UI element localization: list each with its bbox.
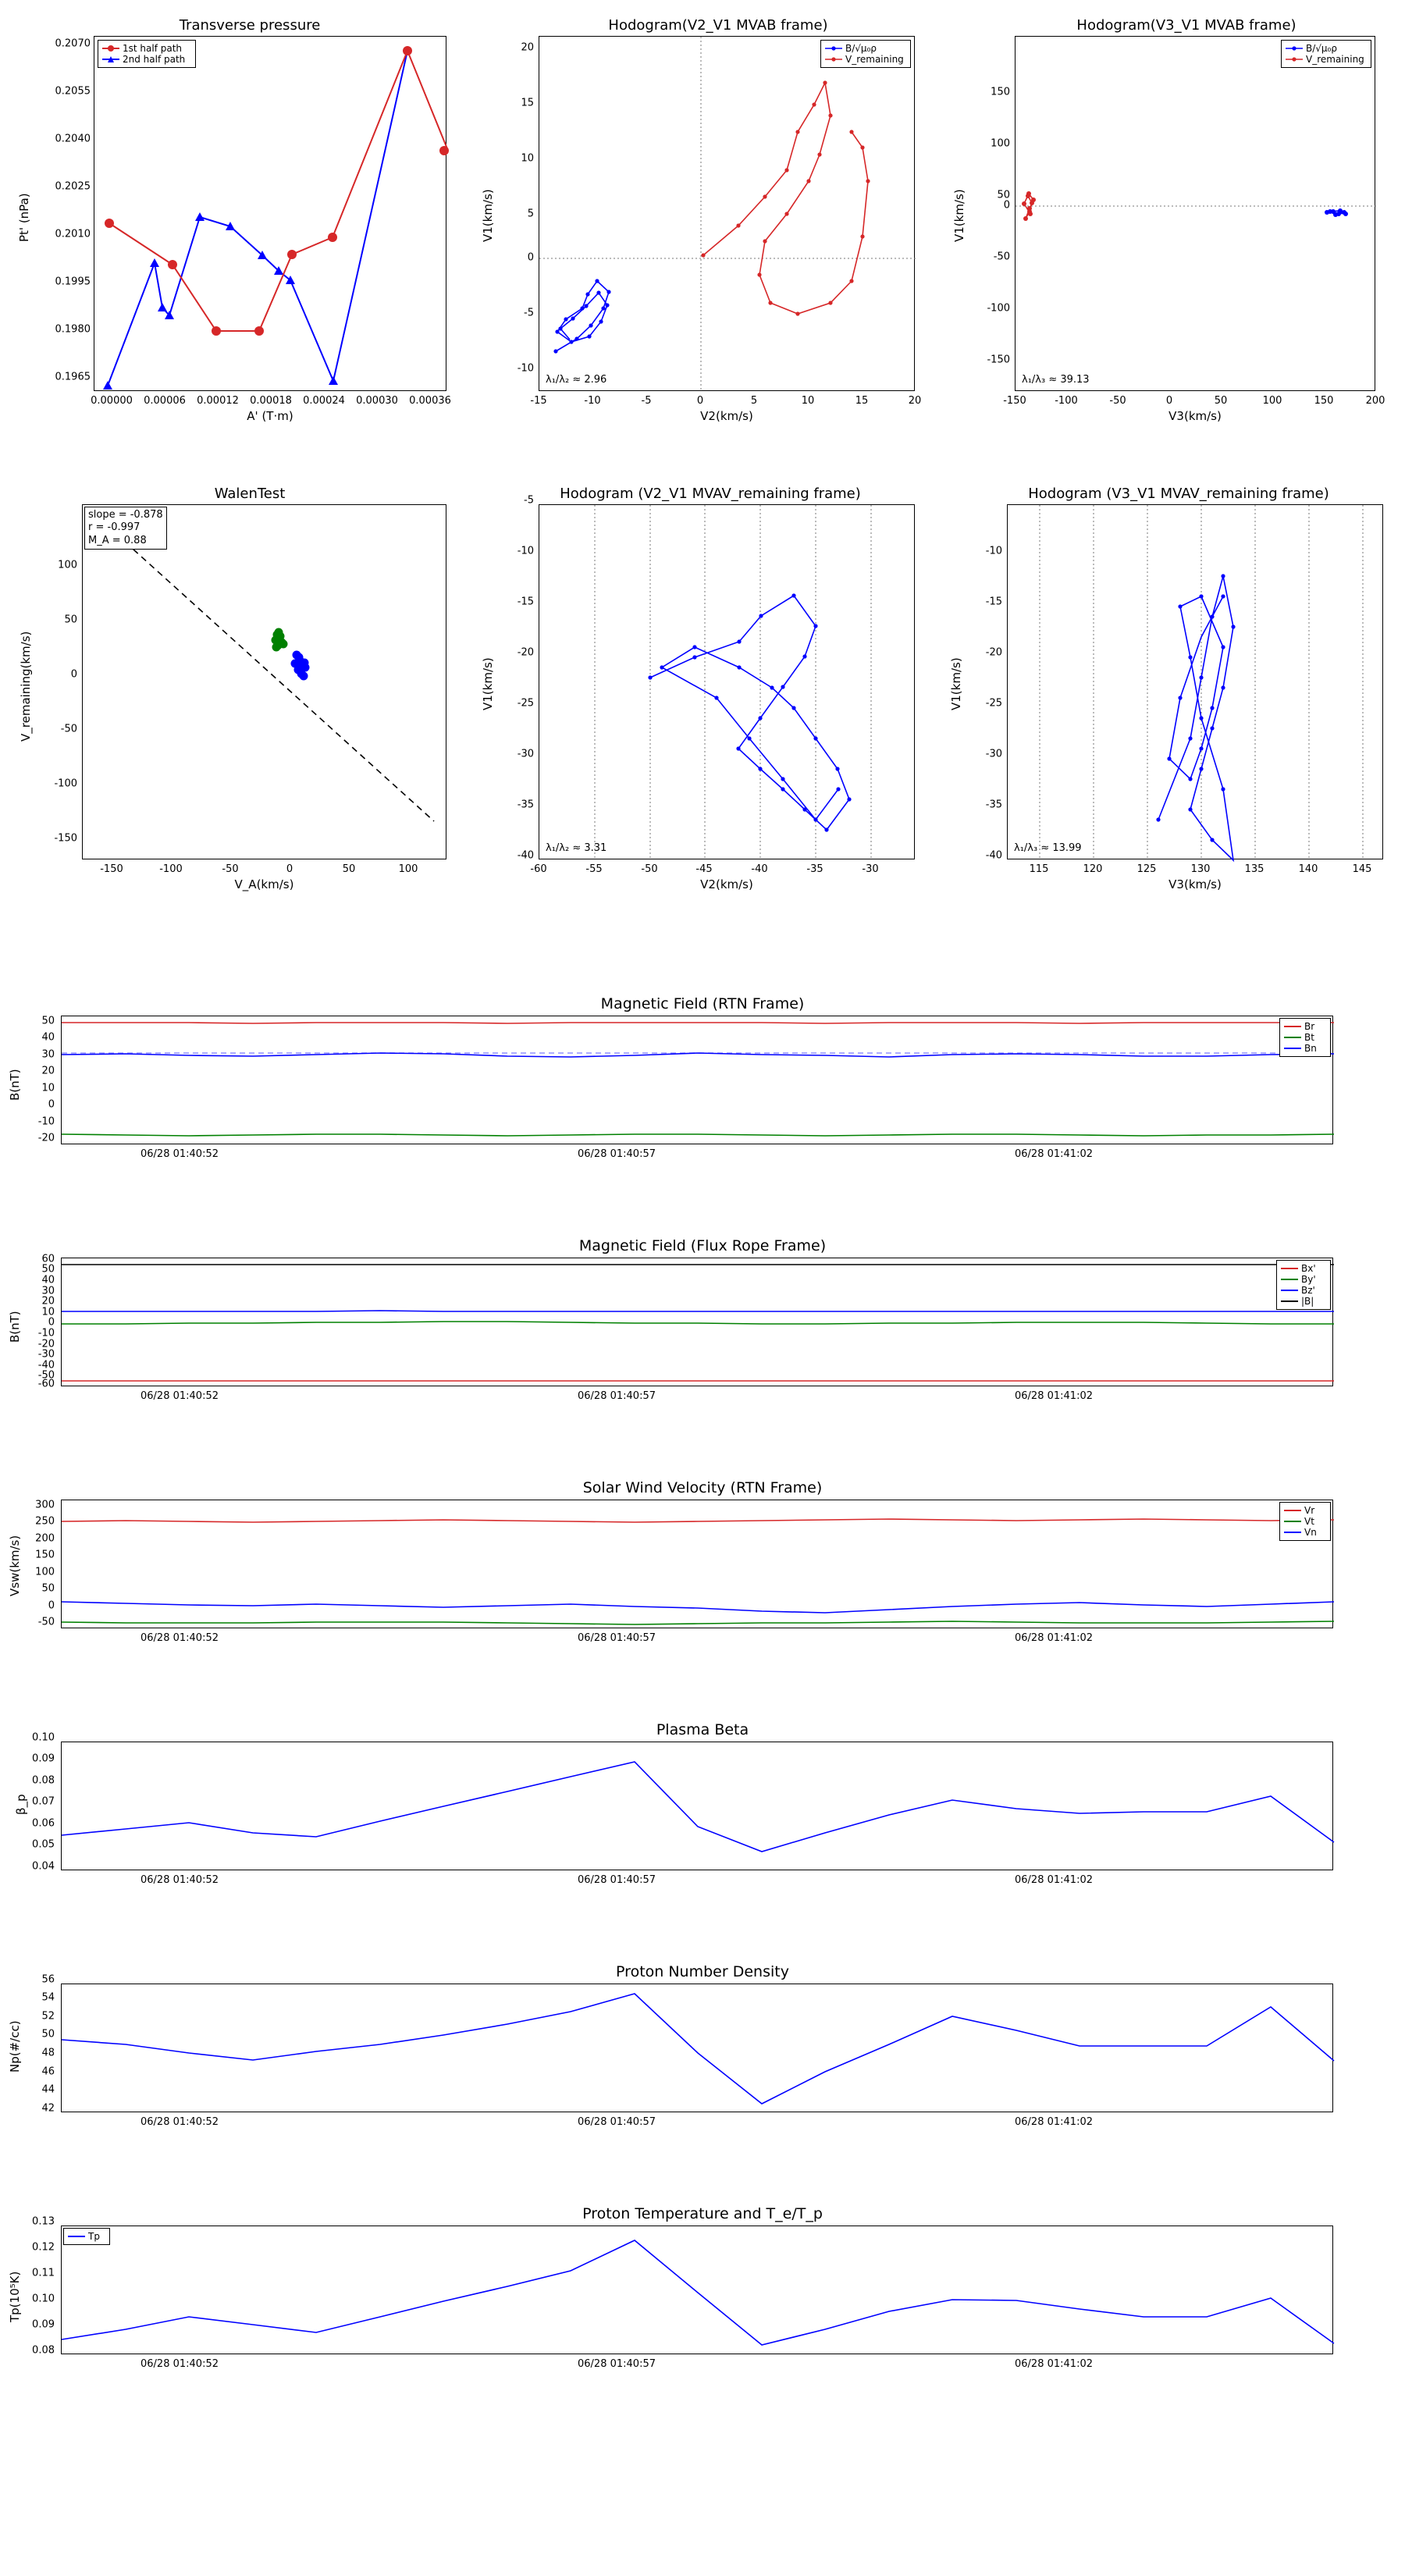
x-tick: -50 — [1109, 395, 1126, 407]
panel-title: Magnetic Field (RTN Frame) — [600, 995, 805, 1012]
y-tick: -60 — [37, 1378, 55, 1390]
legend-swatch — [1284, 1026, 1301, 1027]
ts-lines — [62, 1016, 1334, 1145]
legend-label: Br — [1304, 1021, 1315, 1032]
y-tick: -50 — [60, 723, 77, 735]
y-tick: 0.2025 — [55, 180, 91, 193]
x-tick: -150 — [1003, 395, 1026, 407]
legend-swatch — [1284, 1521, 1301, 1522]
x-axis-label: V2(km/s) — [700, 877, 753, 891]
y-tick: 0.12 — [32, 2241, 55, 2254]
panel-title: Hodogram (V3_V1 MVAV_remaining frame) — [1028, 486, 1329, 502]
y-tick: 60 — [41, 1253, 55, 1265]
x-tick: 06/28 01:40:57 — [578, 2358, 656, 2370]
x-tick: 10 — [801, 395, 815, 407]
x-tick: -50 — [641, 863, 658, 875]
y-axis-label: Pt' (nPa) — [17, 193, 31, 242]
hodogram-lines — [539, 505, 916, 860]
y-tick: 50 — [41, 1263, 55, 1276]
y-tick: 30 — [41, 1048, 55, 1061]
y-tick: 0 — [70, 668, 77, 681]
y-tick: 0 — [48, 1098, 55, 1111]
y-tick: -150 — [987, 354, 1010, 366]
y-tick: 0.2055 — [55, 85, 91, 98]
legend-swatch — [1284, 1037, 1301, 1038]
y-tick: -20 — [37, 1132, 55, 1144]
x-tick: 0.00012 — [197, 395, 239, 407]
x-axis-label: A' (T·m) — [247, 409, 293, 423]
correlation-value: r = -0.997 — [88, 521, 140, 534]
x-tick: 0.00024 — [303, 395, 345, 407]
x-tick: 135 — [1244, 863, 1264, 875]
legend-item — [1281, 1296, 1326, 1307]
y-tick: -20 — [517, 646, 534, 659]
legend-item — [102, 54, 191, 65]
panel-title: Transverse pressure — [179, 17, 321, 34]
y-tick: 42 — [41, 2102, 55, 2115]
y-tick: -5 — [524, 494, 534, 507]
y-tick: 0.1980 — [55, 323, 91, 336]
x-tick: -40 — [751, 863, 768, 875]
y-tick: 0.2070 — [55, 37, 91, 50]
plot-area — [61, 1984, 1333, 2112]
eigenvalue-ratio-annotation: λ₁/λ₃ ≈ 39.13 — [1022, 374, 1090, 386]
panel-title: Hodogram (V2_V1 MVAV_remaining frame) — [560, 486, 861, 502]
y-tick: 20 — [521, 41, 534, 54]
y-tick: 0.11 — [32, 2267, 55, 2279]
y-tick: 20 — [41, 1065, 55, 1077]
walen-scatter — [83, 505, 447, 860]
legend-label: B/√μ₀ρ — [845, 43, 877, 54]
panel-proton-temperature — [0, 2190, 1405, 2389]
x-tick: -50 — [222, 863, 239, 875]
y-axis-label: B(nT) — [8, 1311, 22, 1343]
x-tick: 06/28 01:40:57 — [578, 1874, 656, 1886]
ts-lines — [62, 1984, 1334, 2113]
y-tick: -35 — [985, 799, 1002, 811]
x-tick: -60 — [530, 863, 547, 875]
y-tick: 0.08 — [32, 1774, 55, 1787]
x-tick: 0.00006 — [144, 395, 186, 407]
y-tick: -25 — [985, 697, 1002, 710]
plot-area — [1015, 36, 1375, 391]
legend-label: Bx' — [1301, 1263, 1316, 1274]
y-tick: 0.04 — [32, 1860, 55, 1873]
y-axis-label: V1(km/s) — [952, 189, 966, 242]
y-tick: 0.09 — [32, 1752, 55, 1765]
x-tick: -5 — [641, 395, 652, 407]
plot-area — [61, 1500, 1333, 1628]
legend — [1276, 1260, 1331, 1310]
legend-label: Bt — [1304, 1032, 1314, 1043]
y-tick: -10 — [37, 1327, 55, 1340]
legend — [98, 40, 196, 68]
legend-marker-circle — [102, 44, 119, 52]
panel-proton-number-density — [0, 1948, 1405, 2147]
x-tick: -45 — [695, 863, 713, 875]
legend-label: V_remaining — [845, 54, 904, 65]
y-tick: 0.10 — [32, 1731, 55, 1744]
legend-item — [1284, 1527, 1326, 1538]
x-tick: -150 — [100, 863, 123, 875]
legend-item — [1286, 54, 1367, 65]
legend-swatch — [1281, 1268, 1298, 1269]
legend-label: Vt — [1304, 1516, 1314, 1527]
x-tick: 0.00000 — [91, 395, 133, 407]
y-tick: -20 — [37, 1338, 55, 1350]
x-tick: -100 — [1055, 395, 1078, 407]
x-axis-label: V2(km/s) — [700, 409, 753, 423]
y-tick: 44 — [41, 2083, 55, 2096]
alfven-mach-value: M_A = 0.88 — [88, 534, 147, 546]
panel-hodogram-v3v1-mvab — [937, 0, 1405, 437]
legend-swatch — [1284, 1532, 1301, 1533]
plot-area — [1007, 504, 1383, 859]
y-tick: 20 — [41, 1295, 55, 1308]
y-tick: 40 — [41, 1031, 55, 1044]
x-tick: -10 — [584, 395, 601, 407]
x-tick: 0 — [1165, 395, 1173, 407]
ts-lines — [62, 1742, 1334, 1871]
y-tick: 0.2010 — [55, 228, 91, 240]
panel-solar-wind-velocity — [0, 1464, 1405, 1663]
x-tick: 115 — [1029, 863, 1049, 875]
legend-item — [1284, 1516, 1326, 1527]
plot-area — [539, 36, 915, 391]
x-tick: 15 — [855, 395, 869, 407]
y-tick: -40 — [37, 1359, 55, 1372]
y-tick: -35 — [517, 799, 534, 811]
x-tick: 20 — [908, 395, 922, 407]
legend-item — [1284, 1505, 1326, 1516]
y-tick: -50 — [993, 251, 1010, 263]
x-tick: -100 — [159, 863, 183, 875]
y-tick: 0.06 — [32, 1817, 55, 1830]
panel-magnetic-field-flux-rope — [0, 1222, 1405, 1421]
y-tick: -30 — [517, 748, 534, 760]
y-axis-label: Tp(10⁵K) — [8, 2271, 22, 2322]
y-tick: -20 — [985, 646, 1002, 659]
panel-title: Hodogram(V3_V1 MVAB frame) — [1076, 17, 1297, 34]
y-axis-label: β_p — [14, 1794, 28, 1815]
legend-swatch — [1281, 1300, 1298, 1302]
legend-label: Vr — [1304, 1505, 1315, 1516]
x-tick: 06/28 01:40:52 — [140, 2116, 219, 2128]
transverse-pressure-lines — [94, 37, 447, 392]
legend-item — [1284, 1021, 1326, 1032]
y-tick: 0.10 — [32, 2293, 55, 2305]
x-tick: 130 — [1190, 863, 1211, 875]
y-tick: -100 — [54, 777, 77, 790]
x-tick: -55 — [585, 863, 603, 875]
legend-label: B/√μ₀ρ — [1306, 43, 1337, 54]
x-tick: 145 — [1352, 863, 1372, 875]
legend-item — [68, 2231, 105, 2242]
y-axis-label: V_remaining(km/s) — [19, 631, 33, 742]
legend-item — [1281, 1285, 1326, 1296]
legend — [820, 40, 911, 68]
y-axis-label: V1(km/s) — [481, 189, 495, 242]
y-tick: 10 — [521, 152, 534, 165]
x-axis-label: V3(km/s) — [1168, 877, 1222, 891]
legend-item — [1281, 1274, 1326, 1285]
slope-value: slope = -0.878 — [88, 509, 163, 521]
hodogram-lines — [539, 37, 916, 392]
x-tick: 100 — [1262, 395, 1282, 407]
y-tick: 0 — [527, 251, 534, 264]
y-tick: 50 — [41, 1582, 55, 1595]
x-tick: 06/28 01:40:57 — [578, 1390, 656, 1402]
y-tick: 150 — [35, 1549, 55, 1561]
plot-area — [539, 504, 915, 859]
y-tick: -5 — [524, 307, 534, 319]
y-tick: 15 — [521, 97, 534, 109]
panel-plasma-beta — [0, 1706, 1405, 1905]
y-tick: 100 — [991, 137, 1010, 150]
x-tick: 06/28 01:40:52 — [140, 1390, 219, 1402]
plot-area — [94, 36, 446, 391]
legend-label: |B| — [1301, 1296, 1314, 1307]
x-tick: 06/28 01:40:52 — [140, 2358, 219, 2370]
panel-walen-test — [0, 468, 468, 906]
x-tick: 0 — [286, 863, 293, 875]
legend-swatch — [1284, 1510, 1301, 1511]
y-tick: 10 — [41, 1082, 55, 1094]
legend-item — [1286, 43, 1367, 54]
x-tick: 5 — [750, 395, 758, 407]
y-tick: 0.07 — [32, 1795, 55, 1808]
eigenvalue-ratio-annotation: λ₁/λ₃ ≈ 13.99 — [1014, 842, 1082, 854]
y-tick: 0.2040 — [55, 133, 91, 145]
y-tick: 52 — [41, 2010, 55, 2023]
y-tick: -10 — [517, 362, 534, 375]
x-tick: 06/28 01:40:52 — [140, 1874, 219, 1886]
y-tick: -150 — [54, 832, 77, 845]
legend-label: 2nd half path — [123, 54, 186, 65]
plot-area — [61, 1742, 1333, 1870]
x-tick: 06/28 01:40:52 — [140, 1148, 219, 1160]
y-tick: -30 — [37, 1348, 55, 1361]
y-tick: 0.09 — [32, 2318, 55, 2331]
y-tick: 0.1995 — [55, 276, 91, 288]
hodogram-lines — [1016, 37, 1376, 392]
y-tick: 0.1965 — [55, 371, 91, 383]
x-tick: 06/28 01:40:52 — [140, 1632, 219, 1644]
legend-label: Tp — [88, 2231, 100, 2242]
x-axis-label: V_A(km/s) — [234, 877, 294, 891]
x-tick: 06/28 01:41:02 — [1015, 2358, 1093, 2370]
legend-marker-triangle — [102, 55, 119, 63]
hodogram-lines — [1008, 505, 1384, 860]
y-tick: 40 — [41, 1274, 55, 1286]
x-tick: 120 — [1083, 863, 1103, 875]
legend-label: Bz' — [1301, 1285, 1315, 1296]
x-tick: -30 — [862, 863, 879, 875]
x-tick: 50 — [1214, 395, 1228, 407]
y-tick: 0 — [48, 1316, 55, 1329]
x-tick: 06/28 01:41:02 — [1015, 1148, 1093, 1160]
legend-label: Bn — [1304, 1043, 1317, 1054]
legend-swatch — [1281, 1279, 1298, 1280]
x-tick: 0 — [696, 395, 704, 407]
y-tick: -30 — [985, 748, 1002, 760]
panel-hodogram-v2v1-mvav — [468, 468, 937, 906]
y-tick: -15 — [985, 596, 1002, 608]
y-tick: 0 — [48, 1599, 55, 1612]
legend — [63, 2228, 110, 2245]
y-tick: 50 — [41, 1015, 55, 1027]
y-tick: 5 — [527, 208, 534, 220]
panel-title: Solar Wind Velocity (RTN Frame) — [582, 1479, 823, 1496]
panel-title: Proton Number Density — [616, 1963, 789, 1980]
legend-label: 1st half path — [123, 43, 183, 54]
y-tick: 0.13 — [32, 2215, 55, 2228]
y-tick: -10 — [985, 545, 1002, 557]
x-tick: 06/28 01:41:02 — [1015, 1874, 1093, 1886]
panel-hodogram-v2v1-mvab — [468, 0, 937, 437]
legend-item — [825, 43, 906, 54]
y-axis-label: Np(#/cc) — [8, 2020, 22, 2073]
y-tick: 50 — [997, 189, 1010, 201]
y-tick: 30 — [41, 1285, 55, 1297]
y-axis-label: B(nT) — [8, 1069, 22, 1101]
y-axis-label: V1(km/s) — [481, 657, 495, 710]
y-tick: 200 — [35, 1532, 55, 1545]
legend-marker — [1286, 44, 1303, 52]
x-tick: 50 — [342, 863, 356, 875]
x-tick: -15 — [530, 395, 547, 407]
y-tick: 0 — [1003, 199, 1010, 212]
x-tick: 06/28 01:40:57 — [578, 2116, 656, 2128]
x-tick: 100 — [398, 863, 418, 875]
legend-item — [102, 43, 191, 54]
x-tick: 125 — [1136, 863, 1157, 875]
y-tick: 150 — [991, 86, 1010, 98]
plot-area — [82, 504, 446, 859]
eigenvalue-ratio-annotation: λ₁/λ₂ ≈ 2.96 — [546, 374, 607, 386]
y-tick: 50 — [41, 2028, 55, 2041]
panel-title: Proton Temperature and T_e/T_p — [582, 2205, 823, 2222]
panel-title: Magnetic Field (Flux Rope Frame) — [578, 1237, 827, 1254]
legend-swatch — [1281, 1290, 1298, 1291]
y-tick: 300 — [35, 1499, 55, 1511]
ts-lines — [62, 2226, 1334, 2355]
plot-area — [61, 2226, 1333, 2354]
plot-area — [61, 1016, 1333, 1144]
legend-swatch — [1284, 1048, 1301, 1049]
x-tick: 0.00036 — [409, 395, 451, 407]
panel-magnetic-field-rtn — [0, 980, 1405, 1179]
legend — [1279, 1502, 1331, 1541]
y-tick: 10 — [41, 1306, 55, 1318]
x-tick: 0.00018 — [250, 395, 292, 407]
y-tick: 100 — [58, 559, 77, 571]
plot-area — [61, 1258, 1333, 1386]
legend-marker — [825, 44, 842, 52]
y-tick: 54 — [41, 1991, 55, 2004]
x-tick: 06/28 01:41:02 — [1015, 2116, 1093, 2128]
y-axis-label: V1(km/s) — [949, 657, 963, 710]
x-tick: -35 — [806, 863, 823, 875]
x-axis-label: V3(km/s) — [1168, 409, 1222, 423]
y-tick: -40 — [517, 849, 534, 862]
y-tick: -15 — [517, 596, 534, 608]
y-tick: -10 — [517, 545, 534, 557]
x-tick: 0.00030 — [356, 395, 398, 407]
legend — [1281, 40, 1371, 68]
legend-item — [1284, 1032, 1326, 1043]
fit-statistics-box — [84, 507, 167, 550]
eigenvalue-ratio-annotation: λ₁/λ₂ ≈ 3.31 — [546, 842, 607, 854]
panel-hodogram-v3v1-mvav — [937, 468, 1405, 906]
legend-label: V_remaining — [1306, 54, 1364, 65]
panel-title: Hodogram(V2_V1 MVAB frame) — [608, 17, 828, 34]
y-tick: 0.08 — [32, 2344, 55, 2357]
y-tick: -50 — [37, 1616, 55, 1628]
x-tick: 200 — [1365, 395, 1385, 407]
y-tick: 56 — [41, 1973, 55, 1986]
y-axis-label: Vsw(km/s) — [8, 1535, 22, 1596]
legend-label: Vn — [1304, 1527, 1317, 1538]
y-tick: -100 — [987, 302, 1010, 315]
legend-item — [1284, 1043, 1326, 1054]
x-tick: 150 — [1314, 395, 1334, 407]
ts-lines — [62, 1500, 1334, 1629]
y-tick: 48 — [41, 2047, 55, 2059]
y-tick: 250 — [35, 1515, 55, 1528]
legend-item — [825, 54, 906, 65]
legend-marker — [825, 55, 842, 63]
panel-title: Plasma Beta — [656, 1721, 749, 1738]
y-tick: 0.05 — [32, 1838, 55, 1851]
x-tick: 140 — [1298, 863, 1318, 875]
x-tick: 06/28 01:41:02 — [1015, 1390, 1093, 1402]
y-tick: 100 — [35, 1566, 55, 1578]
legend-label: By' — [1301, 1274, 1316, 1285]
legend-item — [1281, 1263, 1326, 1274]
panel-title: WalenTest — [214, 486, 286, 502]
panel-transverse-pressure — [0, 0, 468, 437]
y-tick: 50 — [64, 614, 77, 626]
y-tick: -10 — [37, 1115, 55, 1128]
x-tick: 06/28 01:40:57 — [578, 1632, 656, 1644]
y-tick: -25 — [517, 697, 534, 710]
x-tick: 06/28 01:40:57 — [578, 1148, 656, 1160]
x-tick: 06/28 01:41:02 — [1015, 1632, 1093, 1644]
legend-marker — [1286, 55, 1303, 63]
ts-lines — [62, 1258, 1334, 1387]
legend-swatch — [68, 2236, 85, 2237]
y-tick: -40 — [985, 849, 1002, 862]
y-tick: 46 — [41, 2065, 55, 2078]
legend — [1279, 1018, 1331, 1057]
y-tick: -50 — [37, 1369, 55, 1382]
